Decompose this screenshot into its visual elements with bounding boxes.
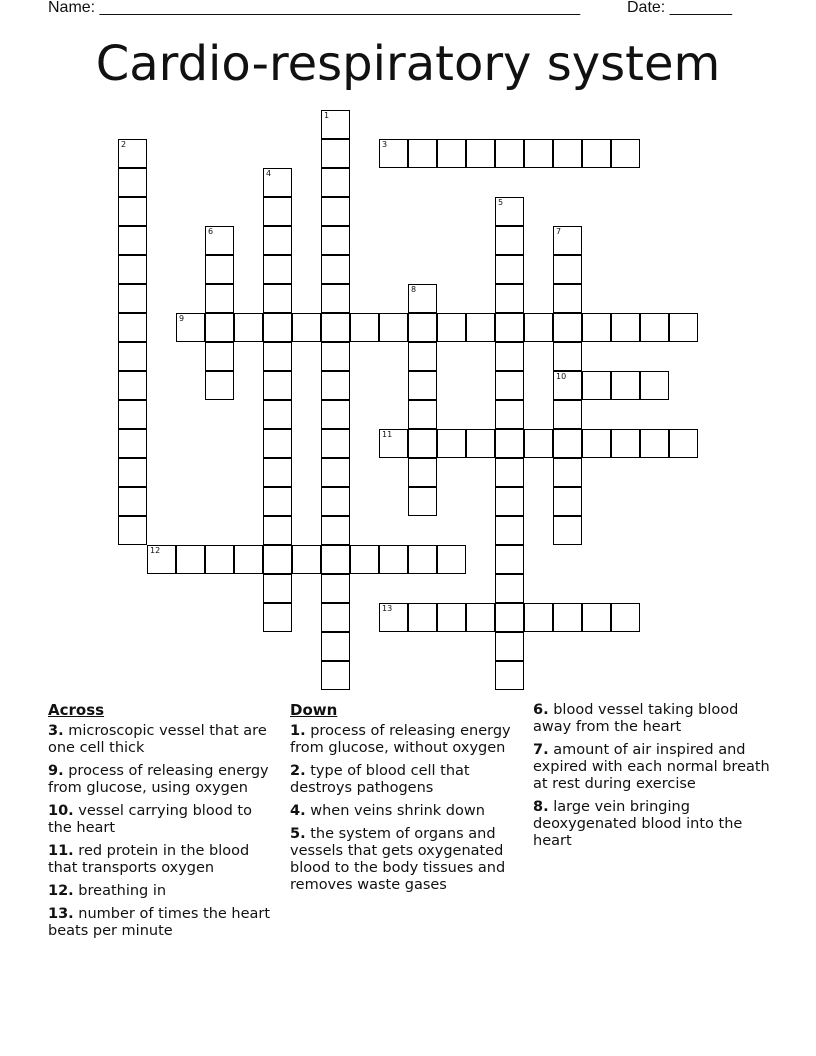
grid-cell[interactable] <box>263 603 292 632</box>
grid-cell[interactable] <box>553 487 582 516</box>
grid-cell[interactable] <box>611 429 640 458</box>
grid-cell[interactable] <box>553 284 582 313</box>
grid-cell[interactable] <box>495 284 524 313</box>
clue-number: 10. <box>48 803 74 819</box>
down-clues-continued <box>533 702 773 856</box>
grid-cell[interactable] <box>321 487 350 516</box>
grid-cell[interactable] <box>495 603 524 632</box>
grid-cell[interactable] <box>437 545 466 574</box>
grid-cell[interactable] <box>495 400 524 429</box>
clue-item <box>533 742 773 793</box>
grid-cell[interactable] <box>118 168 147 197</box>
clue-item <box>48 803 274 837</box>
grid-cell[interactable] <box>669 313 698 342</box>
cell-number: 6 <box>208 227 214 236</box>
grid-cell[interactable] <box>118 371 147 400</box>
grid-cell[interactable] <box>263 545 292 574</box>
grid-cell[interactable] <box>118 516 147 545</box>
grid-cell[interactable] <box>292 545 321 574</box>
grid-cell[interactable] <box>350 545 379 574</box>
cell-number: 5 <box>498 198 504 207</box>
grid-cell[interactable] <box>611 313 640 342</box>
clue-item <box>290 763 526 797</box>
clue-item <box>290 803 526 820</box>
grid-cell[interactable] <box>234 313 263 342</box>
grid-cell[interactable] <box>669 429 698 458</box>
grid-cell[interactable] <box>205 371 234 400</box>
grid-cell[interactable] <box>263 487 292 516</box>
grid-cell[interactable] <box>205 226 234 255</box>
clue-number: 12. <box>48 883 74 899</box>
grid-cell[interactable] <box>118 429 147 458</box>
grid-cell[interactable] <box>553 603 582 632</box>
grid-cell[interactable] <box>321 313 350 342</box>
grid-cell[interactable] <box>524 139 553 168</box>
grid-cell[interactable] <box>582 603 611 632</box>
grid-cell[interactable] <box>205 255 234 284</box>
grid-cell[interactable] <box>582 139 611 168</box>
across-heading: Across <box>48 701 105 719</box>
clue-number: 2. <box>290 763 306 779</box>
clue-item <box>48 843 274 877</box>
grid-cell[interactable] <box>321 226 350 255</box>
cell-number: 4 <box>266 169 272 178</box>
cell-number: 11 <box>382 430 393 439</box>
grid-cell[interactable] <box>321 545 350 574</box>
cell-number: 12 <box>150 546 161 555</box>
grid-cell[interactable] <box>234 545 263 574</box>
grid-cell[interactable] <box>321 255 350 284</box>
grid-cell[interactable] <box>118 487 147 516</box>
grid-cell[interactable] <box>495 487 524 516</box>
clue-number: 13. <box>48 906 74 922</box>
grid-cell[interactable] <box>321 574 350 603</box>
grid-cell[interactable] <box>495 458 524 487</box>
grid-cell[interactable] <box>263 255 292 284</box>
grid-cell[interactable] <box>553 371 582 400</box>
grid-cell[interactable] <box>640 371 669 400</box>
grid-cell[interactable] <box>495 661 524 690</box>
grid-cell[interactable] <box>263 342 292 371</box>
cell-number: 7 <box>556 227 562 236</box>
grid-cell[interactable] <box>553 516 582 545</box>
cell-number: 3 <box>382 140 388 149</box>
grid-cell[interactable] <box>205 284 234 313</box>
grid-cell[interactable] <box>321 371 350 400</box>
grid-cell[interactable] <box>640 313 669 342</box>
clue-text: process of releasing energy from glucose, without oxygen <box>290 723 511 756</box>
date-field-label[interactable]: Date: _______ <box>627 0 732 16</box>
clue-item <box>48 723 274 757</box>
grid-cell[interactable] <box>263 574 292 603</box>
grid-cell[interactable] <box>495 342 524 371</box>
grid-cell[interactable] <box>321 168 350 197</box>
grid-cell[interactable] <box>321 400 350 429</box>
grid-cell[interactable] <box>379 429 408 458</box>
grid-cell[interactable] <box>524 313 553 342</box>
grid-cell[interactable] <box>553 342 582 371</box>
grid-cell[interactable] <box>321 661 350 690</box>
clue-text: when veins shrink down <box>305 803 485 819</box>
grid-cell[interactable] <box>553 139 582 168</box>
down-clue-list-continued <box>533 702 773 850</box>
clue-text: blood vessel taking blood away from the heart <box>533 702 739 735</box>
grid-cell[interactable] <box>408 313 437 342</box>
across-clue-list <box>48 723 274 940</box>
grid-cell[interactable] <box>553 226 582 255</box>
grid-cell[interactable] <box>495 197 524 226</box>
grid-cell[interactable] <box>611 603 640 632</box>
clue-number: 3. <box>48 723 64 739</box>
grid-cell[interactable] <box>263 197 292 226</box>
grid-cell[interactable] <box>408 139 437 168</box>
grid-cell[interactable] <box>292 313 321 342</box>
grid-cell[interactable] <box>611 371 640 400</box>
grid-cell[interactable] <box>321 284 350 313</box>
clue-item <box>48 883 274 900</box>
grid-cell[interactable] <box>495 255 524 284</box>
across-clues <box>48 702 274 946</box>
name-field-label[interactable]: Name: ______________________________________________________ <box>48 0 581 16</box>
grid-cell[interactable] <box>321 139 350 168</box>
grid-cell[interactable] <box>263 284 292 313</box>
grid-cell[interactable] <box>350 313 379 342</box>
grid-cell[interactable] <box>321 516 350 545</box>
grid-cell[interactable] <box>408 371 437 400</box>
grid-cell[interactable] <box>118 226 147 255</box>
grid-cell[interactable] <box>379 545 408 574</box>
clue-text: breathing in <box>73 883 167 899</box>
grid-cell[interactable] <box>408 545 437 574</box>
grid-cell[interactable] <box>205 342 234 371</box>
clue-item <box>48 906 274 940</box>
grid-cell[interactable] <box>408 400 437 429</box>
grid-cell[interactable] <box>553 429 582 458</box>
clue-number: 1. <box>290 723 306 739</box>
grid-cell[interactable] <box>176 545 205 574</box>
down-clues <box>290 702 526 900</box>
cell-number: 8 <box>411 285 417 294</box>
clue-number: 5. <box>290 826 306 842</box>
grid-cell[interactable] <box>495 371 524 400</box>
grid-cell[interactable] <box>582 313 611 342</box>
cell-number: 10 <box>556 372 567 381</box>
grid-cell[interactable] <box>553 400 582 429</box>
grid-cell[interactable] <box>495 632 524 661</box>
grid-cell[interactable] <box>437 429 466 458</box>
grid-cell[interactable] <box>495 226 524 255</box>
grid-cell[interactable] <box>408 429 437 458</box>
grid-cell[interactable] <box>321 197 350 226</box>
cell-number: 13 <box>382 604 393 613</box>
grid-cell[interactable] <box>611 139 640 168</box>
grid-cell[interactable] <box>205 545 234 574</box>
clue-number: 9. <box>48 763 64 779</box>
clue-text: type of blood cell that destroys pathogens <box>290 763 470 796</box>
clue-item <box>533 799 773 850</box>
clue-text: amount of air inspired and expired with each normal breath at rest during exercise <box>533 742 770 792</box>
down-clue-list <box>290 723 526 894</box>
grid-cell[interactable] <box>118 255 147 284</box>
clue-text: the system of organs and vessels that gets oxygenated blood to the body tissues and removes waste gases <box>290 826 506 893</box>
grid-cell[interactable] <box>408 487 437 516</box>
grid-cell[interactable] <box>466 313 495 342</box>
page-title: Cardio-respiratory system <box>95 36 721 92</box>
cell-number: 1 <box>324 111 330 120</box>
down-heading: Down <box>290 701 338 719</box>
clue-number: 8. <box>533 799 549 815</box>
grid-cell[interactable] <box>408 458 437 487</box>
grid-cell[interactable] <box>321 429 350 458</box>
grid-cell[interactable] <box>495 516 524 545</box>
grid-cell[interactable] <box>408 342 437 371</box>
clue-item <box>533 702 773 736</box>
clue-text: process of releasing energy from glucose, using oxygen <box>48 763 269 796</box>
clue-text: large vein bringing deoxygenated blood into the heart <box>533 799 743 849</box>
clue-item <box>290 723 526 757</box>
grid-cell[interactable] <box>263 168 292 197</box>
grid-cell[interactable] <box>553 458 582 487</box>
grid-cell[interactable] <box>437 603 466 632</box>
grid-cell[interactable] <box>118 458 147 487</box>
grid-cell[interactable] <box>263 458 292 487</box>
grid-cell[interactable] <box>524 603 553 632</box>
grid-cell[interactable] <box>321 458 350 487</box>
grid-cell[interactable] <box>263 226 292 255</box>
grid-cell[interactable] <box>640 429 669 458</box>
grid-cell[interactable] <box>176 313 205 342</box>
grid-cell[interactable] <box>495 574 524 603</box>
clue-text: red protein in the blood that transports oxygen <box>48 843 250 876</box>
grid-cell[interactable] <box>321 342 350 371</box>
grid-cell[interactable] <box>582 371 611 400</box>
grid-cell[interactable] <box>408 603 437 632</box>
grid-cell[interactable] <box>147 545 176 574</box>
grid-cell[interactable] <box>379 313 408 342</box>
clue-text: vessel carrying blood to the heart <box>48 803 252 836</box>
grid-cell[interactable] <box>263 400 292 429</box>
grid-cell[interactable] <box>553 255 582 284</box>
grid-cell[interactable] <box>437 313 466 342</box>
grid-cell[interactable] <box>205 313 234 342</box>
clue-number: 6. <box>533 702 549 718</box>
grid-cell[interactable] <box>118 139 147 168</box>
grid-cell[interactable] <box>466 603 495 632</box>
grid-cell[interactable] <box>408 284 437 313</box>
grid-cell[interactable] <box>321 603 350 632</box>
grid-cell[interactable] <box>118 284 147 313</box>
grid-cell[interactable] <box>118 313 147 342</box>
clue-number: 4. <box>290 803 306 819</box>
grid-cell[interactable] <box>495 545 524 574</box>
grid-cell[interactable] <box>118 197 147 226</box>
grid-cell[interactable] <box>524 429 553 458</box>
grid-cell[interactable] <box>263 313 292 342</box>
clue-item <box>290 826 526 894</box>
grid-cell[interactable] <box>582 429 611 458</box>
grid-cell[interactable] <box>553 313 582 342</box>
grid-cell[interactable] <box>118 400 147 429</box>
grid-cell[interactable] <box>466 429 495 458</box>
grid-cell[interactable] <box>321 632 350 661</box>
cell-number: 2 <box>121 140 127 149</box>
grid-cell[interactable] <box>263 516 292 545</box>
grid-cell[interactable] <box>118 342 147 371</box>
grid-cell[interactable] <box>379 603 408 632</box>
clue-number: 11. <box>48 843 74 859</box>
grid-cell[interactable] <box>321 110 350 139</box>
grid-cell[interactable] <box>437 139 466 168</box>
clue-text: number of times the heart beats per minute <box>48 906 271 939</box>
grid-cell[interactable] <box>263 371 292 400</box>
grid-cell[interactable] <box>263 429 292 458</box>
grid-cell[interactable] <box>495 139 524 168</box>
grid-cell[interactable] <box>379 139 408 168</box>
grid-cell[interactable] <box>466 139 495 168</box>
grid-cell[interactable] <box>495 313 524 342</box>
cell-number: 9 <box>179 314 185 323</box>
grid-cell[interactable] <box>495 429 524 458</box>
clue-text: microscopic vessel that are one cell thick <box>48 723 267 756</box>
clue-item <box>48 763 274 797</box>
clue-number: 7. <box>533 742 549 758</box>
